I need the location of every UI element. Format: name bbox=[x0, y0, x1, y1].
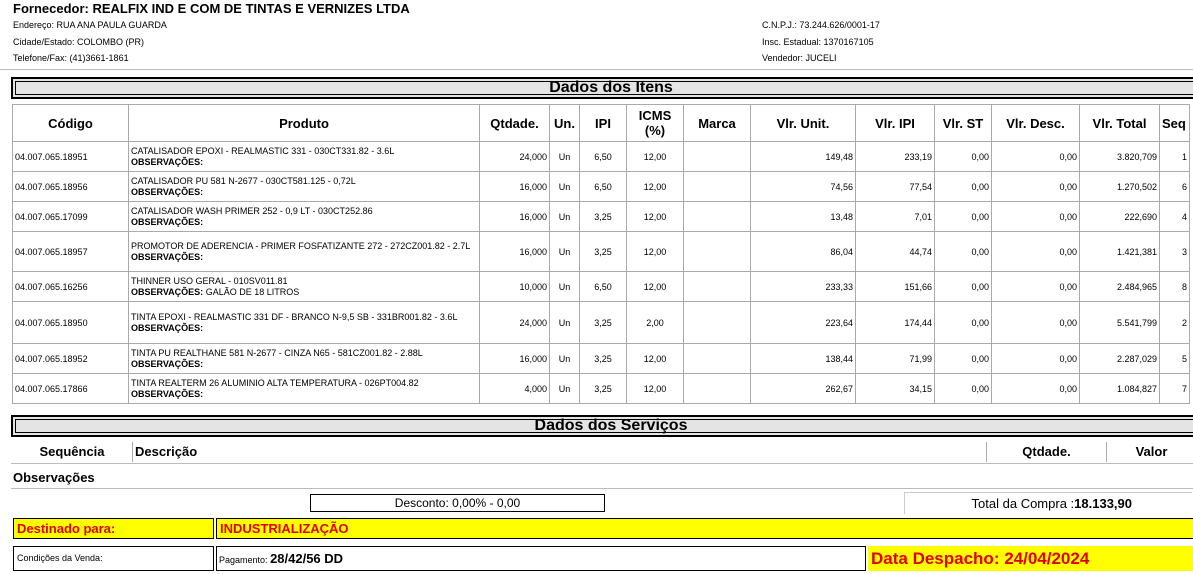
col-header: Vlr. IPI bbox=[856, 105, 935, 142]
item-qty: 24,000 bbox=[480, 142, 550, 172]
item-st-value: 0,00 bbox=[935, 272, 992, 302]
item-observations-value: GALÃO DE 18 LITROS bbox=[205, 286, 300, 297]
item-observations bbox=[131, 157, 477, 168]
services-divider bbox=[11, 463, 1193, 464]
item-seq: 4 bbox=[1160, 202, 1190, 232]
item-observations-label: OBSERVAÇÕES: bbox=[131, 156, 204, 167]
item-ipi-value: 7,01 bbox=[856, 202, 935, 232]
col-header: IPI bbox=[580, 105, 627, 142]
item-code: 04.007.065.18956 bbox=[13, 172, 129, 202]
item-st-value: 0,00 bbox=[935, 172, 992, 202]
item-observations bbox=[131, 217, 477, 228]
destined-value-box bbox=[216, 518, 1193, 539]
item-product-name: TINTA REALTERM 26 ALUMINIO ALTA TEMPERATURA - 026PT004.82 bbox=[131, 377, 419, 388]
item-code: 04.007.065.17099 bbox=[13, 202, 129, 232]
item-brand bbox=[684, 344, 751, 374]
col-header: ICMS(%) bbox=[627, 105, 684, 142]
item-icms: 12,00 bbox=[627, 202, 684, 232]
supplier-title: Fornecedor: REALFIX IND E COM DE TINTAS E VERNIZES LTDA bbox=[13, 1, 410, 16]
services-col-qty: Qtdade. bbox=[986, 442, 1106, 462]
item-code: 04.007.065.18952 bbox=[13, 344, 129, 374]
item-qty: 16,000 bbox=[480, 202, 550, 232]
item-seq: 5 bbox=[1160, 344, 1190, 374]
item-observations-label: OBSERVAÇÕES: bbox=[131, 186, 204, 197]
destined-value: INDUSTRIALIZAÇÃO bbox=[220, 521, 349, 536]
col-header: Qtdade. bbox=[480, 105, 550, 142]
header-divider bbox=[0, 69, 1193, 70]
item-unit-price: 74,56 bbox=[751, 172, 856, 202]
item-st-value: 0,00 bbox=[935, 232, 992, 272]
items-table-body bbox=[13, 142, 1190, 404]
item-qty: 4,000 bbox=[480, 374, 550, 404]
item-st-value: 0,00 bbox=[935, 202, 992, 232]
item-brand bbox=[684, 202, 751, 232]
observations-label: Observações bbox=[13, 470, 95, 485]
item-total: 3.820,709 bbox=[1080, 142, 1160, 172]
item-total: 5.541,799 bbox=[1080, 302, 1160, 344]
item-product-name: CATALISADOR WASH PRIMER 252 - 0,9 LT - 030CT252.86 bbox=[131, 205, 373, 216]
item-seq: 7 bbox=[1160, 374, 1190, 404]
item-product bbox=[129, 272, 480, 302]
items-section-title bbox=[11, 77, 1193, 99]
item-discount: 0,00 bbox=[992, 344, 1080, 374]
item-icms: 12,00 bbox=[627, 374, 684, 404]
item-product-name: CATALISADOR PU 581 N-2677 - 030CT581.125 - 0,72L bbox=[131, 175, 356, 186]
item-product bbox=[129, 202, 480, 232]
item-observations bbox=[131, 187, 477, 198]
item-unit-price: 262,67 bbox=[751, 374, 856, 404]
item-qty: 16,000 bbox=[480, 344, 550, 374]
item-ipi-value: 174,44 bbox=[856, 302, 935, 344]
item-seq: 8 bbox=[1160, 272, 1190, 302]
services-col-desc: Descrição bbox=[132, 442, 986, 462]
item-unit-price: 13,48 bbox=[751, 202, 856, 232]
item-brand bbox=[684, 232, 751, 272]
item-unit-price: 233,33 bbox=[751, 272, 856, 302]
item-unit: Un bbox=[550, 172, 580, 202]
dispatch-text: Data Despacho: 24/04/2024 bbox=[871, 549, 1090, 568]
supplier-phone: Telefone/Fax: (41)3661-1861 bbox=[13, 53, 129, 63]
item-unit: Un bbox=[550, 344, 580, 374]
col-header: Código bbox=[13, 105, 129, 142]
item-product bbox=[129, 344, 480, 374]
item-product-name: THINNER USO GERAL - 010SV011.81 bbox=[131, 275, 288, 286]
items-section-title-text: Dados dos Itens bbox=[549, 79, 673, 96]
item-brand bbox=[684, 374, 751, 404]
total-box bbox=[904, 492, 1192, 514]
item-total: 1.084,827 bbox=[1080, 374, 1160, 404]
item-ipi-value: 233,19 bbox=[856, 142, 935, 172]
discount-text: Desconto: 0,00% - 0,00 bbox=[394, 496, 521, 510]
item-brand bbox=[684, 272, 751, 302]
col-header: Vlr. Desc. bbox=[992, 105, 1080, 142]
item-observations bbox=[131, 389, 477, 400]
col-header: Marca bbox=[684, 105, 751, 142]
payment-value: 28/42/56 DD bbox=[270, 551, 344, 566]
item-ipi: 3,25 bbox=[580, 302, 627, 344]
item-unit: Un bbox=[550, 232, 580, 272]
item-ipi: 3,25 bbox=[580, 202, 627, 232]
item-product bbox=[129, 374, 480, 404]
item-observations-label: OBSERVAÇÕES: bbox=[131, 358, 204, 369]
item-ipi-value: 77,54 bbox=[856, 172, 935, 202]
item-icms: 2,00 bbox=[627, 302, 684, 344]
services-col-value: Valor bbox=[1106, 442, 1193, 462]
item-observations-label: OBSERVAÇÕES: bbox=[131, 388, 204, 399]
table-row bbox=[13, 142, 1190, 172]
item-ipi-value: 34,15 bbox=[856, 374, 935, 404]
item-icms: 12,00 bbox=[627, 232, 684, 272]
col-header: Vlr. ST bbox=[935, 105, 992, 142]
destined-label-box bbox=[13, 518, 214, 539]
table-row bbox=[13, 344, 1190, 374]
total-value: 18.133,90 bbox=[1074, 496, 1132, 511]
item-ipi: 3,25 bbox=[580, 344, 627, 374]
conditions-box bbox=[13, 546, 214, 571]
col-header: Produto bbox=[129, 105, 480, 142]
item-brand bbox=[684, 142, 751, 172]
item-total: 2.484,965 bbox=[1080, 272, 1160, 302]
supplier-insc: Insc. Estadual: 1370167105 bbox=[762, 37, 874, 47]
item-icms: 12,00 bbox=[627, 272, 684, 302]
table-row bbox=[13, 302, 1190, 344]
item-qty: 24,000 bbox=[480, 302, 550, 344]
item-seq: 1 bbox=[1160, 142, 1190, 172]
item-observations-label: OBSERVAÇÕES: bbox=[131, 251, 204, 262]
item-code: 04.007.065.18950 bbox=[13, 302, 129, 344]
item-unit: Un bbox=[550, 272, 580, 302]
item-seq: 2 bbox=[1160, 302, 1190, 344]
item-product bbox=[129, 142, 480, 172]
discount-box bbox=[310, 494, 605, 512]
item-unit-price: 149,48 bbox=[751, 142, 856, 172]
item-qty: 10,000 bbox=[480, 272, 550, 302]
item-total: 1.270,502 bbox=[1080, 172, 1160, 202]
table-row bbox=[13, 202, 1190, 232]
table-row bbox=[13, 232, 1190, 272]
conditions-label: Condições da Venda: bbox=[17, 553, 103, 563]
item-discount: 0,00 bbox=[992, 302, 1080, 344]
item-product bbox=[129, 232, 480, 272]
item-unit: Un bbox=[550, 142, 580, 172]
services-col-seq: Sequência bbox=[39, 444, 105, 459]
item-seq: 3 bbox=[1160, 232, 1190, 272]
item-brand bbox=[684, 302, 751, 344]
supplier-address: Endereço: RUA ANA PAULA GUARDA bbox=[13, 20, 167, 30]
supplier-seller: Vendedor: JUCELI bbox=[762, 53, 837, 63]
item-observations bbox=[131, 359, 477, 370]
services-section-title bbox=[11, 415, 1193, 437]
item-total: 1.421,381 bbox=[1080, 232, 1160, 272]
item-ipi: 6,50 bbox=[580, 272, 627, 302]
item-observations-label: OBSERVAÇÕES: bbox=[131, 322, 204, 333]
payment-label: Pagamento: bbox=[219, 555, 268, 565]
item-brand bbox=[684, 172, 751, 202]
item-unit-price: 223,64 bbox=[751, 302, 856, 344]
item-st-value: 0,00 bbox=[935, 142, 992, 172]
item-total: 2.287,029 bbox=[1080, 344, 1160, 374]
item-code: 04.007.065.16256 bbox=[13, 272, 129, 302]
table-row bbox=[13, 172, 1190, 202]
dispatch-date bbox=[868, 546, 1193, 571]
total-label: Total da Compra : bbox=[971, 496, 1075, 511]
item-observations bbox=[131, 323, 477, 334]
observations-divider bbox=[11, 488, 1193, 489]
item-seq: 6 bbox=[1160, 172, 1190, 202]
item-ipi-value: 71,99 bbox=[856, 344, 935, 374]
item-code: 04.007.065.17866 bbox=[13, 374, 129, 404]
item-code: 04.007.065.18957 bbox=[13, 232, 129, 272]
item-observations-label: OBSERVAÇÕES: bbox=[131, 216, 204, 227]
item-unit: Un bbox=[550, 202, 580, 232]
col-header: Vlr. Unit. bbox=[751, 105, 856, 142]
col-header: Vlr. Total bbox=[1080, 105, 1160, 142]
item-icms: 12,00 bbox=[627, 172, 684, 202]
item-observations-label: OBSERVAÇÕES: bbox=[131, 286, 204, 297]
item-icms: 12,00 bbox=[627, 142, 684, 172]
item-unit-price: 86,04 bbox=[751, 232, 856, 272]
item-st-value: 0,00 bbox=[935, 344, 992, 374]
item-code: 04.007.065.18951 bbox=[13, 142, 129, 172]
item-product-name: TINTA EPOXI - REALMASTIC 331 DF - BRANCO N-9,5 SB - 331BR001.82 - 3.6L bbox=[131, 311, 458, 322]
item-ipi-value: 44,74 bbox=[856, 232, 935, 272]
items-table-header bbox=[13, 105, 1190, 142]
table-row bbox=[13, 374, 1190, 404]
items-table bbox=[12, 104, 1190, 404]
payment-box bbox=[216, 546, 866, 571]
item-ipi: 6,50 bbox=[580, 142, 627, 172]
item-ipi-value: 151,66 bbox=[856, 272, 935, 302]
item-discount: 0,00 bbox=[992, 232, 1080, 272]
item-product bbox=[129, 172, 480, 202]
item-product bbox=[129, 302, 480, 344]
item-discount: 0,00 bbox=[992, 272, 1080, 302]
services-section-title-text: Dados dos Serviços bbox=[534, 417, 688, 434]
item-unit: Un bbox=[550, 302, 580, 344]
item-discount: 0,00 bbox=[992, 142, 1080, 172]
col-header: Un. bbox=[550, 105, 580, 142]
item-observations bbox=[131, 252, 477, 263]
item-unit-price: 138,44 bbox=[751, 344, 856, 374]
item-observations bbox=[131, 287, 477, 298]
item-product-name: TINTA PU REALTHANE 581 N-2677 - CINZA N65 - 581CZ001.82 - 2.88L bbox=[131, 347, 423, 358]
item-qty: 16,000 bbox=[480, 232, 550, 272]
supplier-cnpj: C.N.P.J.: 73.244.626/0001-17 bbox=[762, 20, 880, 30]
item-discount: 0,00 bbox=[992, 172, 1080, 202]
destined-label: Destinado para: bbox=[17, 521, 116, 536]
item-unit: Un bbox=[550, 374, 580, 404]
item-total: 222,690 bbox=[1080, 202, 1160, 232]
item-ipi: 3,25 bbox=[580, 232, 627, 272]
item-ipi: 3,25 bbox=[580, 374, 627, 404]
item-st-value: 0,00 bbox=[935, 374, 992, 404]
item-st-value: 0,00 bbox=[935, 302, 992, 344]
item-qty: 16,000 bbox=[480, 172, 550, 202]
col-header: Seq bbox=[1160, 105, 1190, 142]
table-row bbox=[13, 272, 1190, 302]
item-product-name: PROMOTOR DE ADERENCIA - PRIMER FOSFATIZANTE 272 - 272CZ001.82 - 2.7L bbox=[131, 240, 471, 251]
item-icms: 12,00 bbox=[627, 344, 684, 374]
item-ipi: 6,50 bbox=[580, 172, 627, 202]
item-product-name: CATALISADOR EPOXI - REALMASTIC 331 - 030CT331.82 - 3.6L bbox=[131, 145, 395, 156]
item-discount: 0,00 bbox=[992, 374, 1080, 404]
item-discount: 0,00 bbox=[992, 202, 1080, 232]
supplier-city: Cidade/Estado: COLOMBO (PR) bbox=[13, 37, 145, 47]
